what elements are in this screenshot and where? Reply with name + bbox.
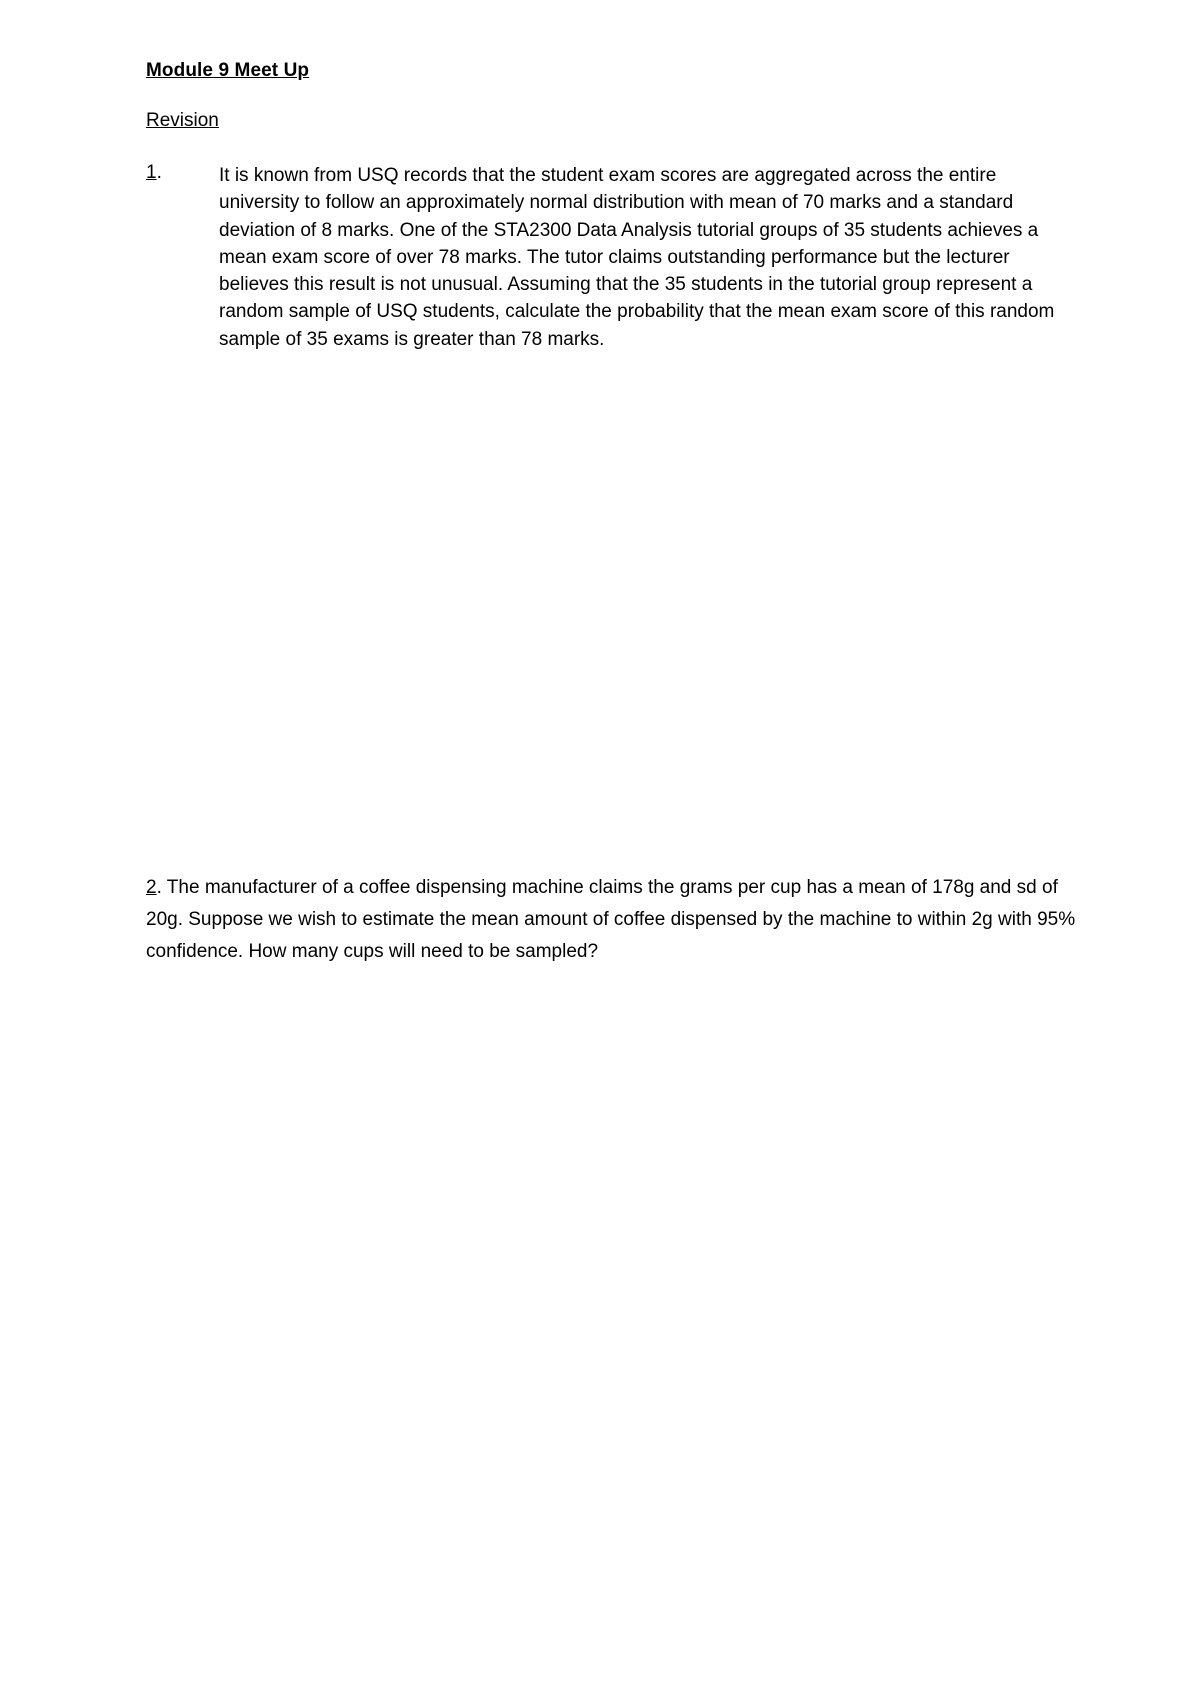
question-2 [146,872,1076,968]
question-2-number-digit: 2 [146,877,157,898]
question-1-text: It is known from USQ records that the student exam scores are aggregated across the entire university to follow an approximately normal distribution with mean of 70 marks and a standard deviation of 8 marks. One of the STA2300 Data Analysis tutorial groups of 35 students achieves a mean exam score of over 78 marks. The tutor claims outstanding performance but the lecturer believes this result is not unusual. Assuming that the 35 students in the tutorial group represent a random sample of USQ students, calculate the probability that the mean exam score of this random sample of 35 exams is greater than 78 marks. [219,165,1055,350]
question-1-number [146,162,162,184]
question-2-number-suffix: . [156,877,162,898]
question-2-text: The manufacturer of a coffee dispensing machine claims the grams per cup has a mean of 178g and sd of 20g. Suppose we wish to estimate the mean amount of coffee dispensed by the machine to within 2g with 95% confidence. How many cups will need to be sampled? [146,877,1076,962]
section-heading: Revision [146,110,219,131]
page-title: Module 9 Meet Up [146,60,310,81]
question-1-number-suffix: . [156,162,162,183]
question-1-number-digit: 1 [146,162,157,183]
